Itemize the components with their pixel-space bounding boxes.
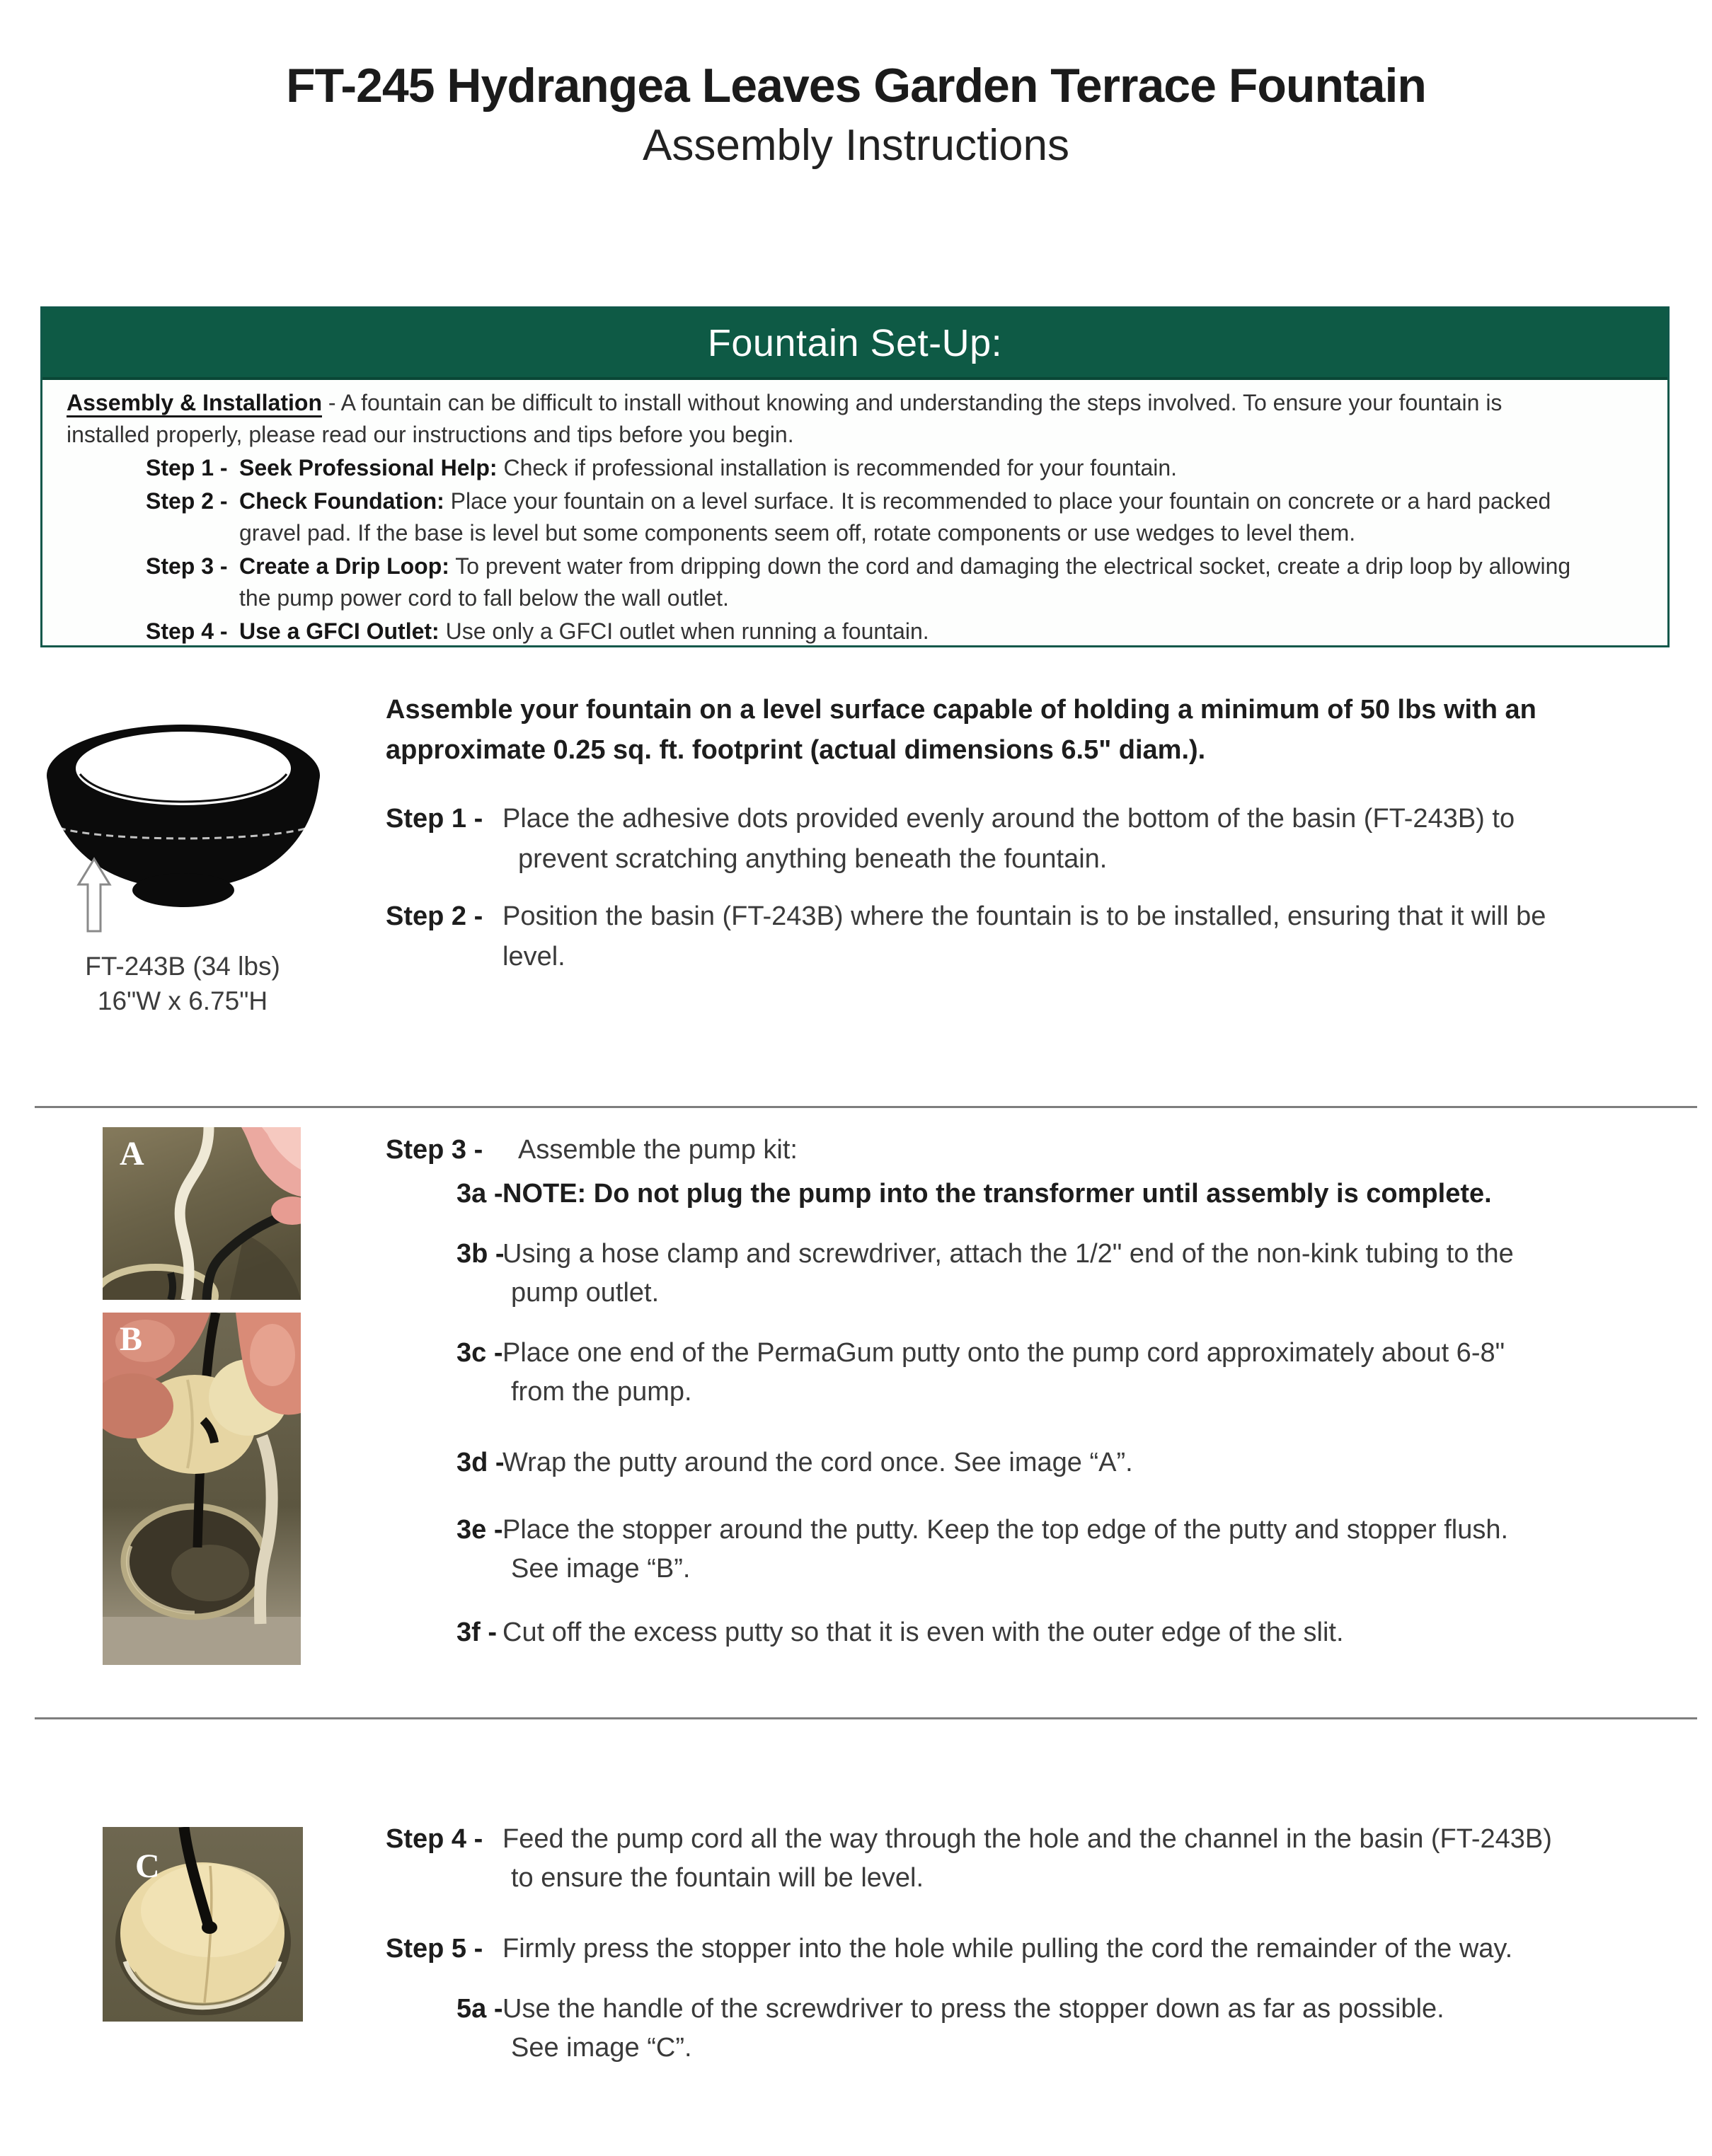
step-text-cont: prevent scratching anything beneath the fountain. [518,844,1108,874]
section-divider [35,1717,1697,1719]
document-title: FT-245 Hydrangea Leaves Garden Terrace Fountain [286,59,1426,113]
step-title: Check Foundation: [239,488,444,514]
step-text: Use only a GFCI outlet when running a fountain. [445,618,929,644]
setup-intro-text: A fountain can be difficult to install without knowing and understanding the steps involved. To ensure your fountain is [340,390,1503,415]
pump-step-3 [386,1131,1712,1170]
substep-text-cont: pump outlet. [511,1278,660,1308]
substep-3f [456,1613,1712,1652]
basin-step-1 [386,799,1712,880]
step-text-cont: the pump power cord to fall below the wall outlet. [239,585,729,611]
setup-intro [67,387,1649,451]
setup-step-1 [67,452,1649,484]
step-text-cont: gravel pad. If the base is level but some components seem off, rotate components or use wedges to level them. [239,520,1356,546]
photo-a [103,1127,301,1300]
step-text-cont: level. [502,942,565,972]
basin-drawing [45,720,321,933]
substep-text: Place the stopper around the putty. Keep the top edge of the putty and stopper flush. [502,1515,1509,1545]
fountain-setup-box [40,306,1670,647]
substep-label: 3c - [456,1338,503,1368]
basin-illustration [45,720,321,933]
substep-label: 5a - [456,1994,503,2024]
substep-text: Use the handle of the screwdriver to press the stopper down as far as possible. [502,1994,1444,2024]
setup-step-3 [67,550,1649,614]
substep-label: 3e - [456,1515,503,1545]
pump-step-heading [386,1131,1712,1170]
basin-dimensions: 16"W x 6.75"H [97,986,268,1015]
photo-a-label: A [120,1135,144,1172]
finish-substeps [456,1990,1712,2068]
substep-3b [456,1235,1712,1313]
substep-3e [456,1511,1712,1589]
substep-3c [456,1334,1712,1412]
section-basin-text [386,690,1712,977]
substep-text-cont: See image “B”. [511,1554,691,1584]
section-finish-text [386,1820,1712,1968]
photo-b-label: B [120,1320,143,1358]
step-label: Step 4 - [146,618,228,644]
substep-label: 3a - [456,1179,503,1209]
substep-text-cont: See image “C”. [511,2033,692,2063]
setup-step-2 [67,485,1649,549]
setup-intro-label: Assembly & Installation [67,390,322,415]
finish-step-5 [386,1930,1712,1968]
step-text: Place the adhesive dots provided evenly around the bottom of the basin (FT-243B) to [502,804,1515,834]
substep-text: Using a hose clamp and screwdriver, attach the 1/2" end of the non-kink tubing to the [502,1239,1514,1269]
basin-caption [30,949,335,1018]
basin-step-2 [386,897,1712,977]
basin-intro-line: Assemble your fountain on a level surface capable of holding a minimum of 50 lbs with an [386,695,1536,725]
step-text: To prevent water from dripping down the cord and damaging the electrical socket, create a drip loop by allowing [455,553,1571,579]
step-label: Step 1 - [386,804,483,834]
photo-b [103,1313,301,1665]
setup-box-title: Fountain Set-Up: [707,321,1003,364]
substep-3a [456,1175,1712,1214]
substep-3d [456,1443,1712,1482]
substep-text: Cut off the excess putty so that it is even with the outer edge of the slit. [502,1618,1344,1647]
photo-c-label: C [135,1847,160,1885]
step-label: Step 4 - [386,1824,483,1854]
step-title: Create a Drip Loop: [239,553,449,579]
step-text: Position the basin (FT-243B) where the fountain is to be installed, ensuring that it will be [502,901,1546,931]
setup-intro-dash: - [328,390,336,415]
step-text: Feed the pump cord all the way through the hole and the channel in the basin (FT-243B) [502,1824,1552,1854]
substep-text: Place one end of the PermaGum putty onto the pump cord approximately about 6-8" [502,1338,1505,1368]
step-label: Step 2 - [146,488,228,514]
step-label: Step 5 - [386,1934,483,1964]
step-text: Firmly press the stopper into the hole while pulling the cord the remainder of the way. [502,1934,1513,1964]
substep-5a [456,1990,1712,2068]
step-text: Assemble the pump kit: [518,1135,798,1165]
substep-label: 3f - [456,1618,497,1647]
step-text: Place your fountain on a level surface. It is recommended to place your fountain on concrete or a hard packed [450,488,1551,514]
pump-substeps [456,1175,1712,1652]
setup-box-content [42,380,1667,647]
step-text: Check if professional installation is recommended for your fountain. [503,455,1178,480]
section-divider [35,1106,1697,1108]
setup-intro-text-cont: installed properly, please read our instructions and tips before you begin. [67,422,794,447]
document-subtitle: Assembly Instructions [643,121,1069,170]
finish-step-4 [386,1820,1712,1898]
substep-text: NOTE: Do not plug the pump into the transformer until assembly is complete. [502,1179,1492,1209]
substep-text: Wrap the putty around the cord once. See image “A”. [502,1448,1133,1477]
step-label: Step 2 - [386,901,483,931]
basin-part-number: FT-243B (34 lbs) [85,952,280,981]
substep-label: 3b - [456,1239,505,1269]
step-label: Step 1 - [146,455,228,480]
step-label: Step 3 - [386,1135,483,1165]
setup-step-4 [67,616,1649,647]
substep-text-cont: from the pump. [511,1377,692,1407]
step-label: Step 3 - [146,553,228,579]
substep-label: 3d - [456,1448,505,1477]
setup-box-header-bar [42,309,1667,380]
photo-c [103,1827,303,2022]
photo-c-image [103,1827,303,2022]
step-title: Use a GFCI Outlet: [239,618,440,644]
step-text-cont: to ensure the fountain will be level. [511,1863,924,1893]
basin-intro-line: approximate 0.25 sq. ft. footprint (actual dimensions 6.5" diam.). [386,735,1206,765]
step-title: Seek Professional Help: [239,455,498,480]
photo-b-image [103,1313,301,1665]
basin-intro [386,690,1712,771]
